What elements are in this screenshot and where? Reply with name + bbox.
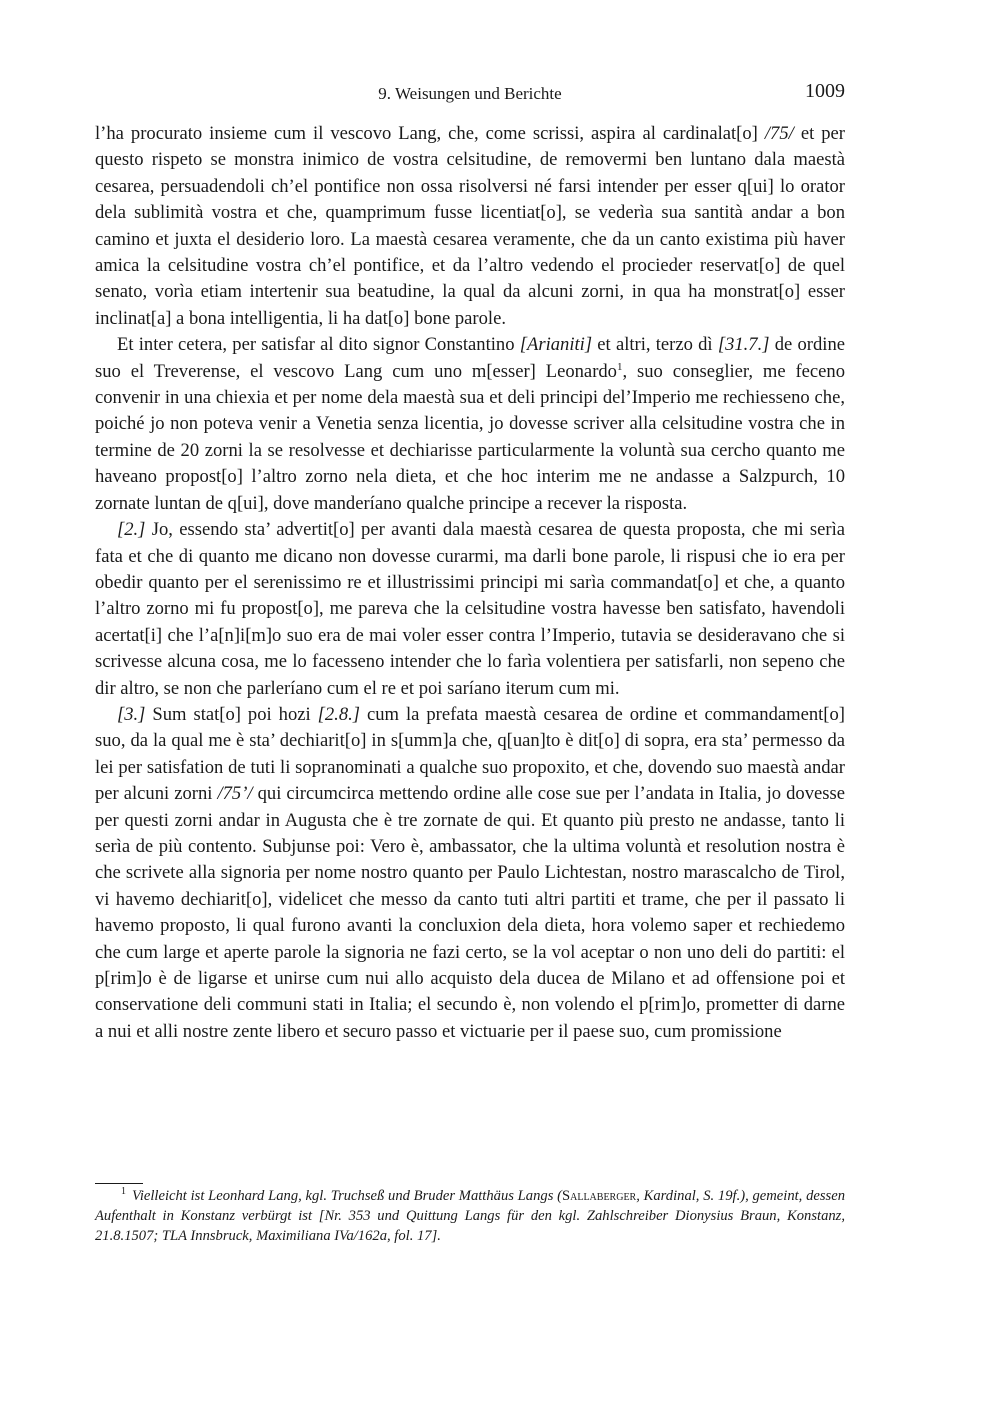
footnote-divider — [95, 1183, 143, 1184]
text-run: et altri, terzo dì — [592, 334, 718, 356]
text-run: , suo conseglier, me feceno convenir in una chiexia et per nome dela maestà sua et deli principi del’Imperio me rechiesseno che, poiché jo non poteva venir a Venetia senza licentia, jo dovesse scriver alla celsitudine vostra che in termine de 20 zorni la se resolvesse et dechiarisse particularmente la voluntà sua cercho quanto me haveano propost[o] l’altro zorno nela dieta, et che hoc interim me ne andasse a Salzpurch, 10 zornate luntan de q[ui], dove manderíano qualche principe a recever la risposta. — [95, 360, 845, 514]
footnotes — [95, 1186, 845, 1246]
author-name: Sallaberger — [562, 1188, 637, 1204]
text-run: cum la prefata maestà cesarea de ordine et commandament[o] suo, da la qual me è sta’ dechiarit[o] in s[umm]a che, q[uan]to è dit[o] di sopra, era sta’ permesso da lei per satisfation de tuti li sopranominati a qualche suo propoxito, et che, dovendo suo maestà andar per alcuni zorni — [95, 703, 845, 805]
running-title: 9. Weisungen und Berichte — [378, 84, 562, 103]
page-number: 1009 — [805, 80, 845, 102]
text-run: Sum stat[o] poi hozi — [145, 703, 318, 725]
section-number: [3.] — [117, 703, 146, 725]
folio-reference: /75’/ — [217, 783, 253, 805]
text-run: Et inter cetera, per satisfar al dito signor Constantino — [117, 334, 520, 356]
editorial-date: [31.7.] — [717, 334, 770, 356]
body-text — [95, 121, 845, 1045]
text-run: l’ha procurato insieme cum il vescovo Lang, che, come scrissi, aspira al cardinalat[o] — [95, 123, 765, 144]
text-run: , Kardinal, S. 19f.), gemeint, dessen Aufenthalt in Konstanz verbürgt ist [Nr. 353 und Quittung Langs für den kgl. Zahlschreiber Dionysius Braun, Konstanz, 21.8.1507; TLA Innsbruck, Maximiliana IVa/162a, fol. 17]. — [95, 1188, 845, 1244]
paragraph-2 — [95, 332, 845, 517]
paragraph-1 — [95, 121, 845, 332]
text-run: qui circumcirca mettendo ordine alle cose sue per l’andata in Italia, jo dovesse per questi zorni andar in Augusta che è tre zornate de qui. Et quanto più presto ne andasse, tanto li serìa de più contento. Subjunse poi: Vero è, ambassator, che la ultima voluntà et resolution nostra è che scrivete alla signoria per nome nostro quanto per Paulo Lichtestan, nostro marascalcho de Tirol, vi havemo dechiarit[o], videlicet che messo da canto tuti altri partiti et trame, che per il passato li havemo proposto, li qual furono avanti la concluxion dela dieta, hora volemo saper et rechiedemo che cum large et aperte parole la signoria ne fazi certo, se la vol aceptar o non uno deli do partiti: el p[rim]o è de ligarse et unirse cum nui allo acquisto dela ducea de Milano et ad offensione poi et conservatione deli communi stati in Italia; el secundo è, non volendo el p[rim]o, prometter di darne a nui et alli nostre zente libero et securo passo et victuarie per il paese suo, cum promissione — [95, 783, 845, 1042]
editorial-date: [2.8.] — [317, 703, 361, 725]
footnote-marker[interactable]: 1 — [616, 360, 623, 373]
footnote-number: 1 — [121, 1186, 126, 1198]
text-run: et per questo rispeto se monstra inimico de vostra celsitudine, de removermi ben luntano dala maestà cesarea, persuadendoli ch’el pontifice non ossa risolversi né farsi intender per esser q[ui] lo orator dela sublimità vostra et che, quamprimum fusse licentiat[o], se vederìa sua santità andar a bon camino et juxta el desiderio loro. La maestà cesarea veramente, che da un canto existima più haver amica la celsitudine vostra ch’el pontifice, et da l’altro vedendo el procieder reservat[o] de quel senato, vorìa etiam intertenir sua beatudine, la qual da alcuni zorni, in qua ha monstrat[o] esser inclinat[a] a bona intelligentia, li ha dat[o] bone parole. — [95, 123, 845, 329]
text-run: de ordine suo el Treverense, el vescovo Lang cum uno m[esser] Leonardo — [95, 334, 845, 382]
section-number: [2.] — [117, 519, 146, 541]
footnote-1 — [95, 1186, 845, 1246]
editorial-insertion: [Arianiti] — [519, 334, 593, 356]
page-header — [95, 80, 845, 108]
text-run: Vielleicht ist Leonhard Lang, kgl. Truchseß und Bruder Matthäus Langs ( — [132, 1188, 562, 1204]
paragraph-3 — [95, 517, 845, 702]
folio-reference: /75/ — [764, 123, 794, 144]
paragraph-4 — [95, 702, 845, 1045]
text-run: Jo, essendo sta’ advertit[o] per avanti dala maestà cesarea de questa proposta, che mi serìa fata et che di quanto me dicano non dovesse curarmi, ma darli bone parole, li rispusi che io era per obedir quanto per el serenissimo re et illustrissimi principi mi sarìa commandat[o] et che, a quanto l’altro zorno mi fu propost[o], me pareva che la celsitudine vostra havesse ben satisfato, havendoli acertat[i] che l’a[n]i[m]o suo era de mai voler esser contra l’Imperio, tutavia se desideravano che si scrivesse alcuna cosa, me lo facesseno intender che lo farìa volentiera per satisfarli, non sepeno che dir altro, se non che parleríano cum el re et poi saríano iterum cum mi. — [95, 519, 845, 699]
